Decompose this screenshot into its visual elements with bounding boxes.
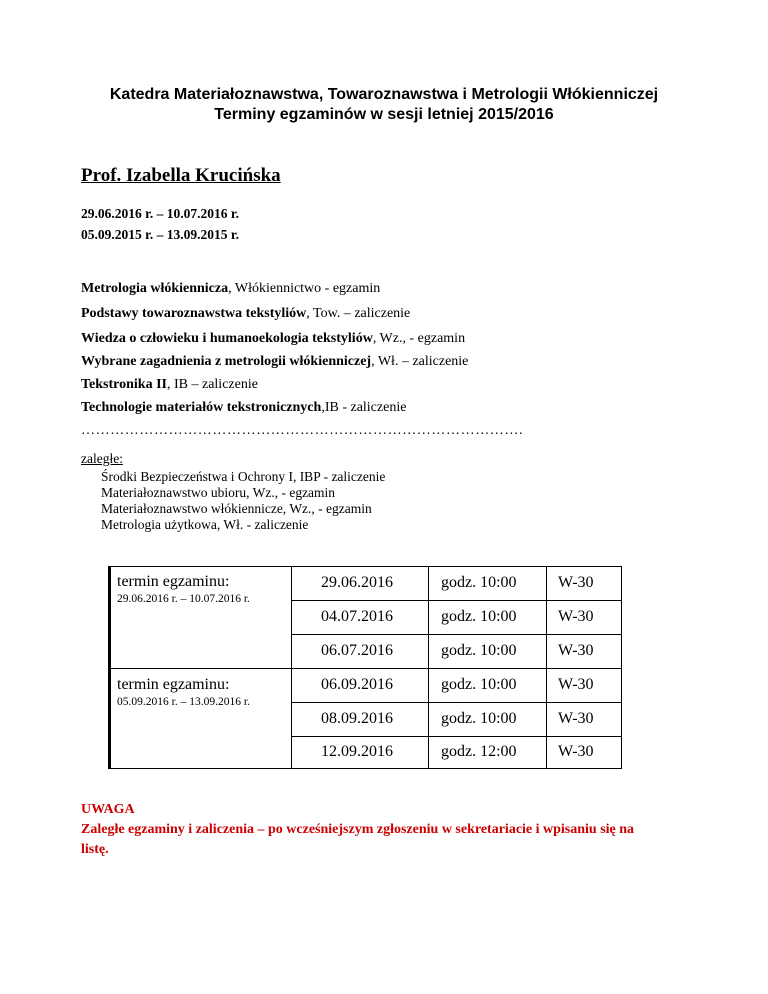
outstanding-item: Materiałoznawstwo ubioru, Wz., - egzamin [101,485,336,500]
table-divider [291,702,622,703]
term-label: termin egzaminu: [117,573,230,590]
exam-time: godz. 10:00 [441,710,517,727]
exam-time: godz. 12:00 [441,743,517,760]
course-name: Wybrane zagadnienia z metrologii włókienniczej [81,354,372,369]
course-item [81,306,410,322]
outstanding-label: zaległe: [81,451,123,466]
table-divider [291,634,622,635]
table-border-top [108,566,622,567]
professor-name: Prof. Izabella Krucińska [81,165,281,186]
exam-time: godz. 10:00 [441,574,517,591]
course-detail: , Wz., - egzamin [372,331,466,346]
page-title: Katedra Materiałoznawstwa, Towaroznawstwa i Metrologii Włókienniczej [109,86,659,103]
course-detail: , Wł. – zaliczenie [371,354,469,369]
course-name: Technologie materiałów tekstronicznych [81,400,322,415]
date-range-autumn: 05.09.2015 r. – 13.09.2015 r. [81,227,240,242]
exam-date: 06.09.2016 [321,676,393,693]
term-range: 05.09.2016 r. – 13.09.2016 r. [117,696,250,708]
course-item [81,354,468,370]
outstanding-item: Materiałoznawstwo włókiennicze, Wz., - egzamin [101,501,372,516]
course-name: Tekstronika II [81,377,167,392]
exam-date: 08.09.2016 [321,710,393,727]
table-divider [291,736,622,737]
course-detail: , Włókiennictwo - egzamin [228,281,381,296]
exam-date: 04.07.2016 [321,608,393,625]
table-divider [291,600,622,601]
exam-time: godz. 10:00 [441,608,517,625]
outstanding-item: Metrologia użytkowa, Wł. - zaliczenie [101,517,309,532]
term-label: termin egzaminu: [117,676,230,693]
exam-date: 06.07.2016 [321,642,393,659]
course-item [81,377,258,393]
exam-room: W-30 [558,743,594,760]
exam-room: W-30 [558,642,594,659]
exam-date: 29.06.2016 [321,574,393,591]
table-divider [108,668,622,669]
exam-time: godz. 10:00 [441,642,517,659]
term-range: 29.06.2016 r. – 10.07.2016 r. [117,593,250,605]
notice-text: Zaległe egzaminy i zaliczenia – po wcześniejszym zgłoszeniu w sekretariacie i wpisaniu się na [81,822,635,837]
dotted-separator: ………………………………………………………………………………. [81,423,524,438]
outstanding-item: Środki Bezpieczeństwa i Ochrony I, IBP - zaliczenie [101,469,386,484]
course-item [81,400,406,416]
notice-title: UWAGA [81,802,135,817]
exam-time: godz. 10:00 [441,676,517,693]
course-detail: ,IB - zaliczenie [321,400,407,415]
exam-date: 12.09.2016 [321,743,393,760]
exam-room: W-30 [558,676,594,693]
exam-room: W-30 [558,574,594,591]
course-name: Metrologia włókiennicza [81,281,229,296]
exam-room: W-30 [558,608,594,625]
exam-room: W-30 [558,710,594,727]
notice-text-continued: listę. [81,842,109,857]
date-range-summer: 29.06.2016 r. – 10.07.2016 r. [81,206,240,221]
page-subtitle: Terminy egzaminów w sesji letniej 2015/2016 [214,106,554,123]
course-item [81,281,380,297]
course-name: Podstawy towaroznawstwa tekstyliów [81,306,307,321]
course-item [81,331,465,347]
table-border-bottom [108,768,622,769]
course-detail: , IB – zaliczenie [166,377,258,392]
course-detail: , Tow. – zaliczenie [306,306,411,321]
course-name: Wiedza o człowieku i humanoekologia tekstyliów [81,331,373,346]
